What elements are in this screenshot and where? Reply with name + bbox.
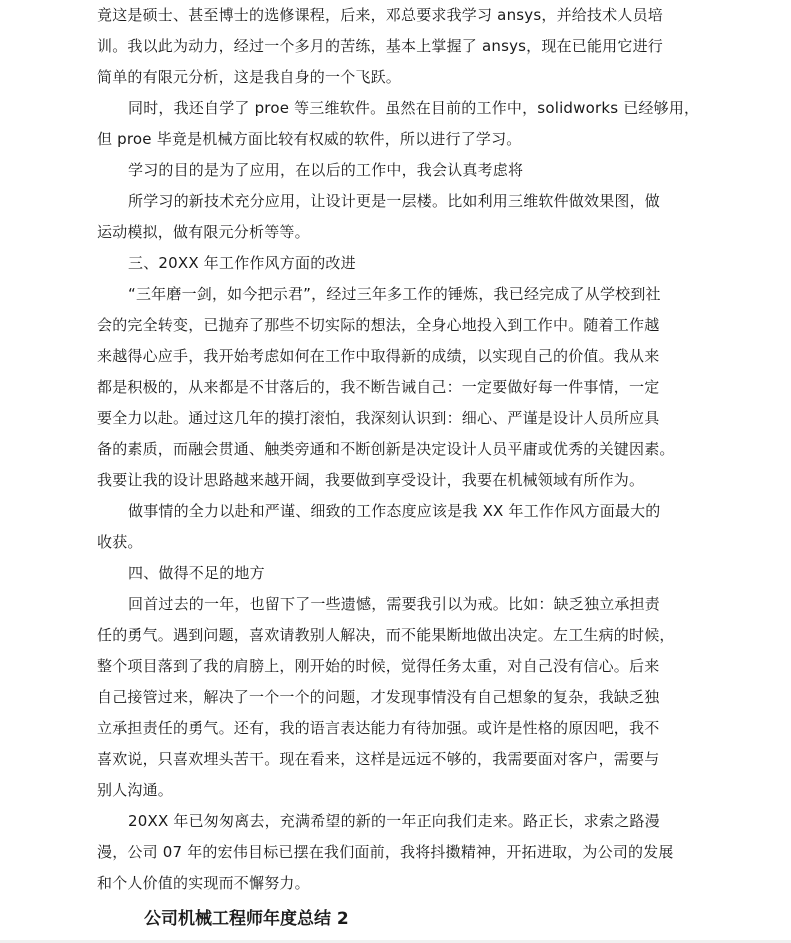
paragraph-line: 运动模拟，做有限元分析等等。 [97,223,310,241]
paragraph-line: 简单的有限元分析，这是我自身的一个飞跃。 [97,68,402,86]
paragraph-line: 来越得心应手，我开始考虑如何在工作中取得新的成绩，以实现自己的价值。我从来 [97,347,660,365]
paragraph-line: 同时，我还自学了 proe 等三维软件。虽然在目前的工作中，solidworks 已经够用， [128,99,700,117]
paragraph-line: 漫，公司 07 年的宏伟目标已摆在我们面前，我将抖擞精神，开拓进取，为公司的发展 [97,843,674,861]
paragraph-line: 和个人价值的实现而不懈努力。 [97,874,310,892]
paragraph-line: 整个项目落到了我的肩膀上，刚开始的时候，觉得任务太重，对自己没有信心。后来 [97,657,660,675]
paragraph-line: 我要让我的设计思路越来越开阔，我要做到享受设计，我要在机械领域有所作为。 [97,471,645,489]
paragraph-line: 20XX 年已匆匆离去，充满希望的新的一年正向我们走来。路正长，求索之路漫 [128,812,660,830]
paragraph-line: “三年磨一剑，如今把示君”，经过三年多工作的锤炼，我已经完成了从学校到社 [128,285,661,303]
paragraph-line: 会的完全转变，已抛弃了那些不切实际的想法，全身心地投入到工作中。随着工作越 [97,316,660,334]
paragraph-line: 立承担责任的勇气。还有，我的语言表达能力有待加强。或许是性格的原因吧，我不 [97,719,660,737]
paragraph-line: 喜欢说，只喜欢埋头苦干。现在看来，这样是远远不够的，我需要面对客户，需要与 [97,750,660,768]
paragraph-line: 学习的目的是为了应用，在以后的工作中，我会认真考虑将 [128,161,524,179]
paragraph-line: 收获。 [97,533,143,551]
document-title: 公司机械工程师年度总结 2 [144,909,349,929]
paragraph-line: 但 proe 毕竟是机械方面比较有权威的软件，所以进行了学习。 [97,130,522,148]
paragraph-line: 训。我以此为动力，经过一个多月的苦练，基本上掌握了 ansys，现在已能用它进行 [97,37,663,55]
paragraph-line: 自己接管过来，解决了一个一个的问题，才发现事情没有自己想象的复杂，我缺乏独 [97,688,660,706]
paragraph-line: 任的勇气。遇到问题，喜欢请教别人解决，而不能果断地做出决定。左工生病的时候， [97,626,675,644]
section-heading: 三、20XX 年工作作风方面的改进 [128,254,356,272]
section-heading: 四、做得不足的地方 [128,564,265,582]
paragraph-line: 都是积极的，从来都是不甘落后的，我不断告诫自己：一定要做好每一件事情，一定 [97,378,660,396]
paragraph-line: 回首过去的一年，也留下了一些遗憾，需要我引以为戒。比如：缺乏独立承担责 [128,595,661,613]
paragraph-line: 所学习的新技术充分应用，让设计更是一层楼。比如利用三维软件做效果图，做 [128,192,661,210]
paragraph-line: 竟这是硕士、甚至博士的选修课程，后来，邓总要求我学习 ansys，并给技术人员培 [97,6,663,24]
paragraph-line: 要全力以赴。通过这几年的摸打滚怕，我深刻认识到：细心、严谨是设计人员所应具 [97,409,660,427]
paragraph-line: 备的素质，而融会贯通、触类旁通和不断创新是决定设计人员平庸或优秀的关键因素。 [97,440,675,458]
paragraph-line: 做事情的全力以赴和严谨、细致的工作态度应该是我 XX 年工作作风方面最大的 [128,502,661,520]
paragraph-line: 别人沟通。 [97,781,174,799]
